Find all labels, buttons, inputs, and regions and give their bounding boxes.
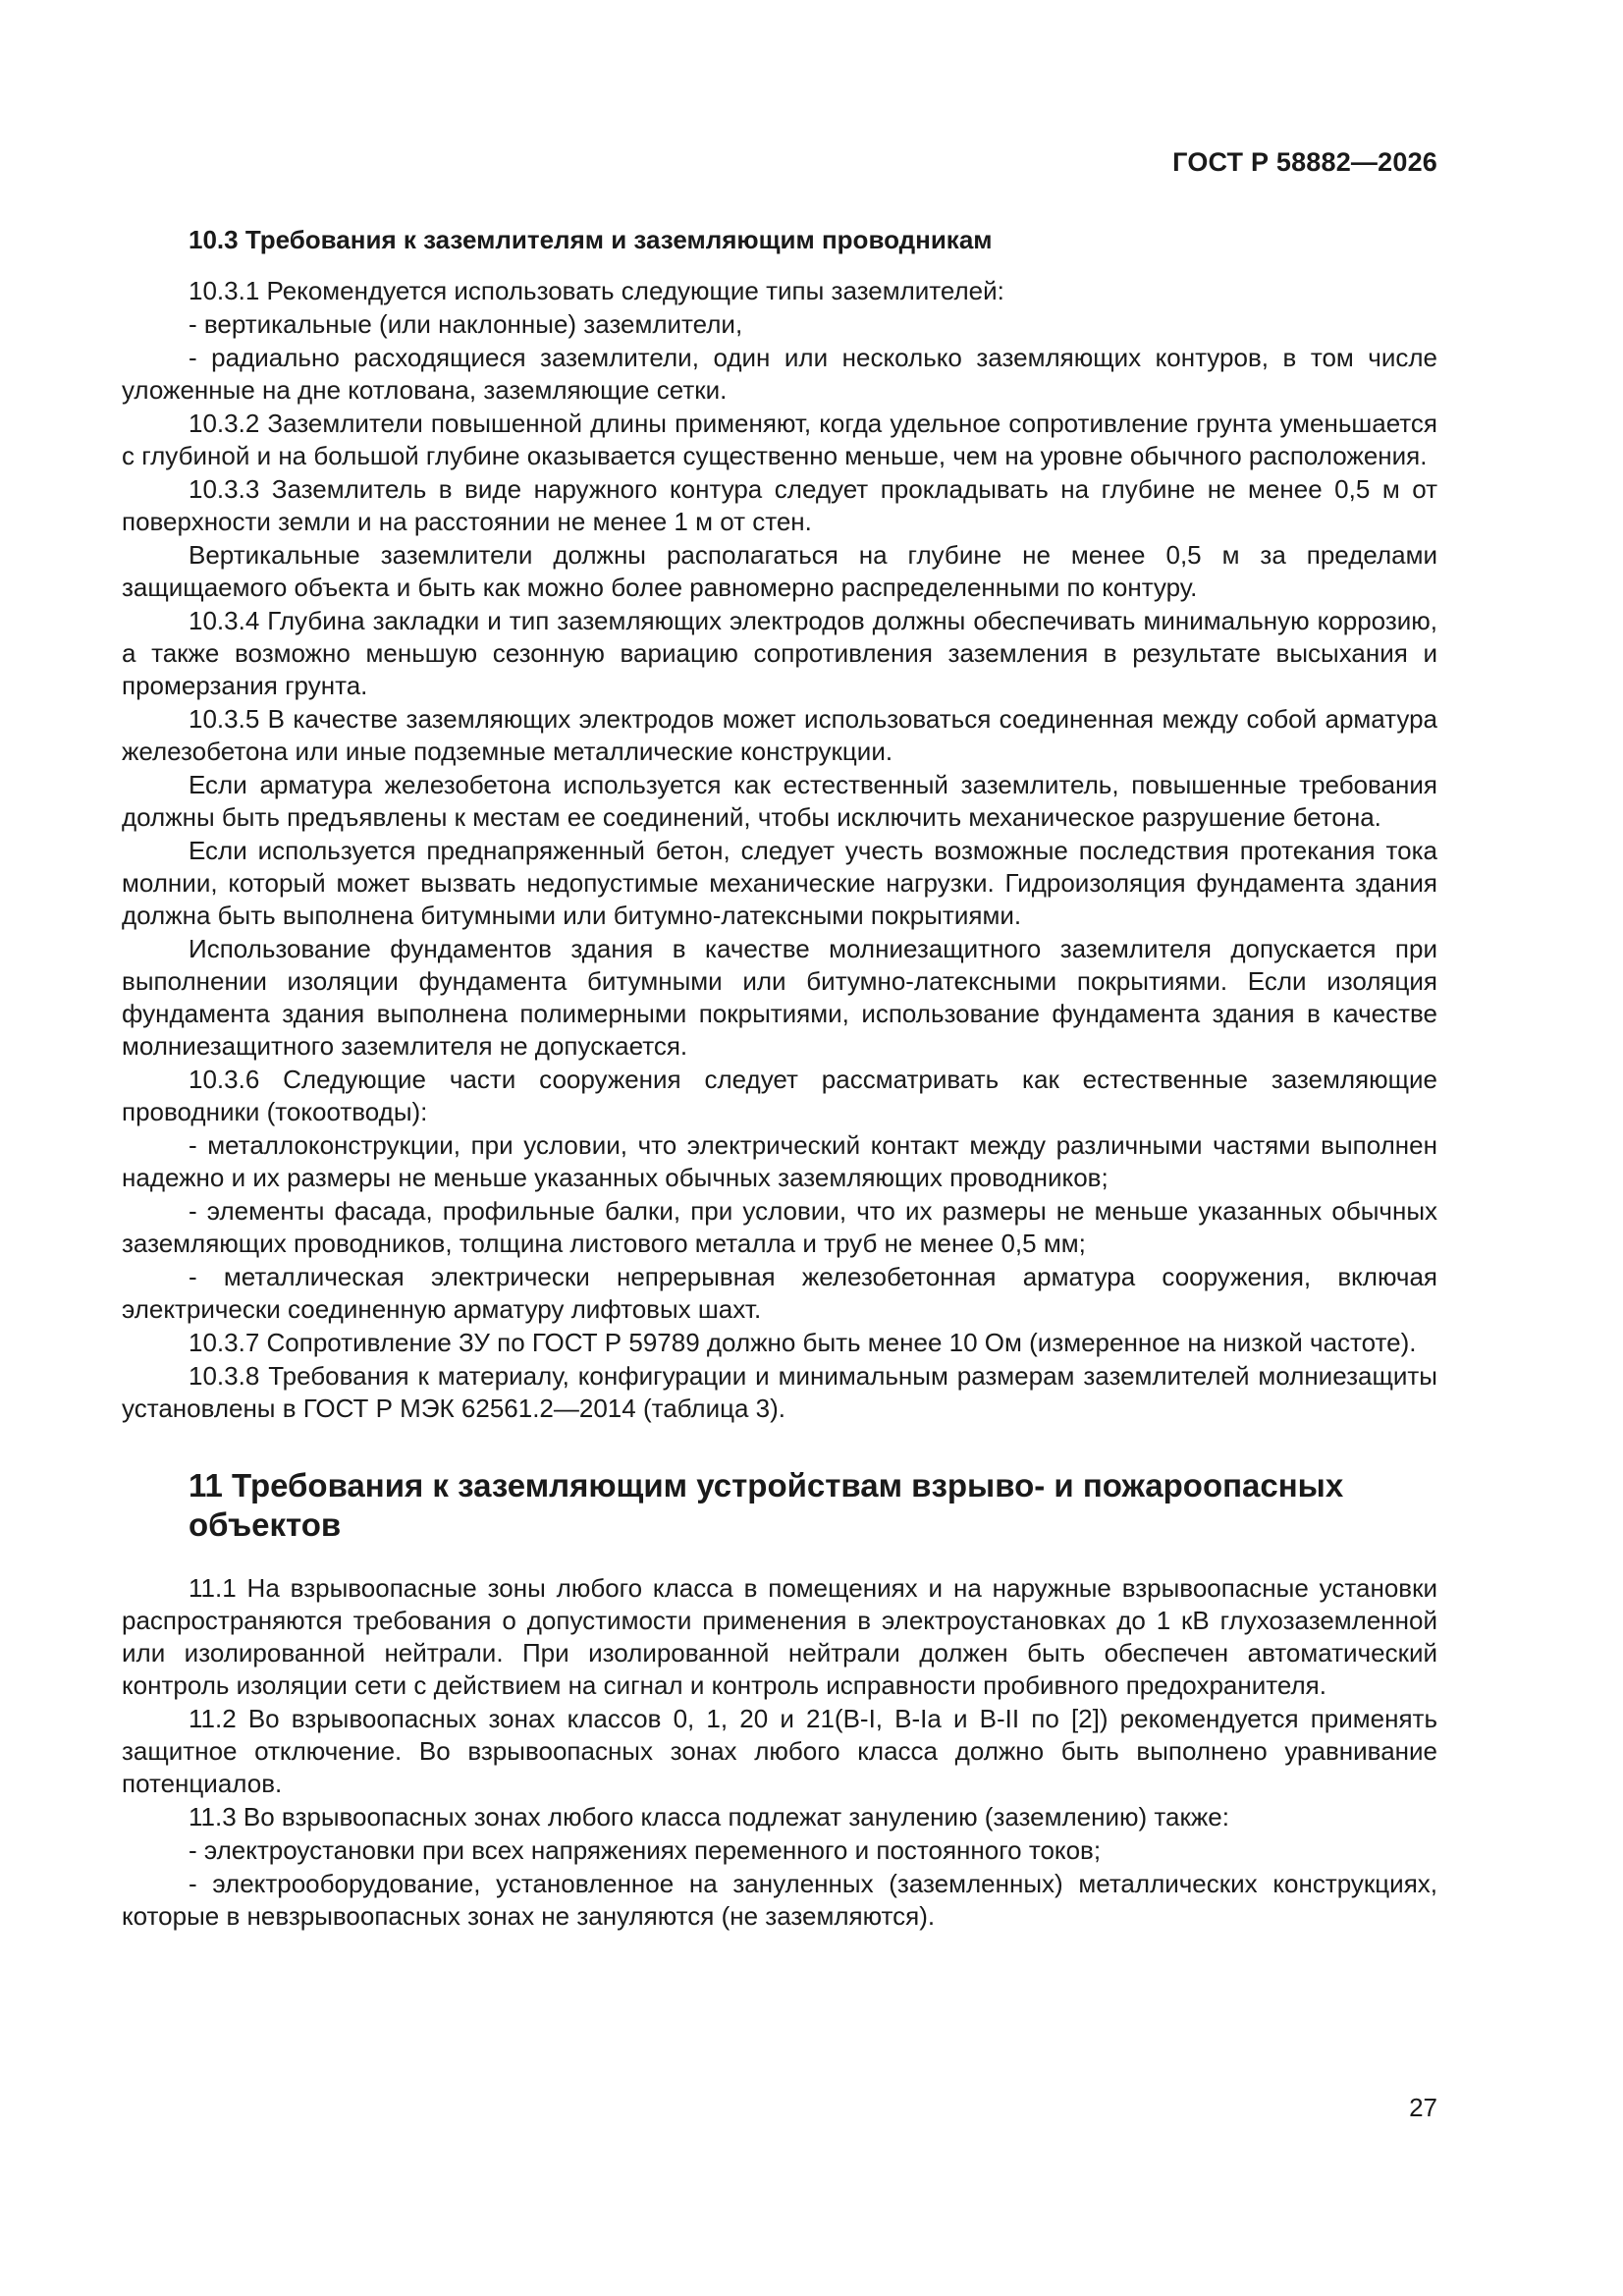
subsection-title: 10.3 Требования к заземлителям и заземляющим проводникам: [189, 225, 993, 254]
list-item: - металлоконструкции, при условии, что электрический контакт между различными частями выполнен надежно и их размеры не меньше указанных обычных заземляющих проводников;: [122, 1130, 1437, 1192]
paragraph: 10.3.7 Сопротивление ЗУ по ГОСТ Р 59789 должно быть менее 10 Ом (измеренное на низкой частоте).: [189, 1328, 1417, 1357]
paragraph: 10.3.1 Рекомендуется использовать следующие типы заземлителей:: [189, 276, 1004, 305]
list-item: - элементы фасада, профильные балки, при условии, что их размеры не меньше указанных обычных заземляющих проводников, толщина листового металла и труб не менее 0,5 мм;: [122, 1196, 1437, 1258]
paragraph: Вертикальные заземлители должны располагаться на глубине не менее 0,5 м за пределами защищаемого объекта и быть как можно более равномерно распределенными по контуру.: [122, 540, 1437, 602]
paragraph: 10.3.8 Требования к материалу, конфигурации и минимальным размерам заземлителей молниезащиты установлены в ГОСТ Р МЭК 62561.2—2014 (таблица 3).: [122, 1361, 1437, 1423]
paragraph: 11.2 Во взрывоопасных зонах классов 0, 1, 20 и 21(В-I, В-Ia и В-II по [2]) рекомендуется применять защитное отключение. Во взрывоопасных зонах любого класса должно быть выполнено уравнивание потенциалов.: [122, 1704, 1437, 1798]
document-code: ГОСТ Р 58882—2026: [1172, 147, 1437, 177]
list-item: - электрооборудование, установленное на зануленных (заземленных) металлических конструкциях, которые в невзрывоопасных зонах не зануляются (не заземляются).: [122, 1869, 1437, 1931]
section-title: 11 Требования к заземляющим устройствам взрыво- и пожароопасных объектов: [189, 1467, 1344, 1543]
paragraph: 10.3.3 Заземлитель в виде наружного контура следует прокладывать на глубине не менее 0,5 м от поверхности земли и на расстоянии не менее 1 м от стен.: [122, 474, 1437, 536]
paragraph: Если арматура железобетона используется как естественный заземлитель, повышенные требования должны быть предъявлены к местам ее соединений, чтобы исключить механическое разрушение бетона.: [122, 770, 1437, 832]
paragraph: 10.3.4 Глубина закладки и тип заземляющих электродов должны обеспечивать минимальную коррозию, а также возможно меньшую сезонную вариацию сопротивления заземления в результате высыхания и промерзания грунта.: [122, 606, 1437, 700]
list-item: - вертикальные (или наклонные) заземлители,: [189, 309, 743, 339]
paragraph: 10.3.2 Заземлители повышенной длины применяют, когда удельное сопротивление грунта уменьшается с глубиной и на большой глубине оказывается существенно меньше, чем на уровне обычного расположения.: [122, 409, 1437, 470]
paragraph: Если используется преднапряженный бетон, следует учесть возможные последствия протекания тока молнии, который может вызвать недопустимые механические нагрузки. Гидроизоляция фундамента здания должна быть выполнена битумными или битумно-латексными покрытиями.: [122, 836, 1437, 930]
page-content: [122, 224, 1437, 1934]
paragraph: 10.3.6 Следующие части сооружения следует рассматривать как естественные заземляющие проводники (токоотводы):: [122, 1065, 1437, 1126]
page-number: 27: [1409, 2093, 1437, 2122]
paragraph: 11.3 Во взрывоопасных зонах любого класса подлежат занулению (заземлению) также:: [189, 1802, 1229, 1831]
paragraph: 11.1 На взрывоопасные зоны любого класса в помещениях и на наружные взрывоопасные установки распространяются требования о допустимости применения в электроустановках до 1 кВ глухозаземленной или изолированной нейтрали. При изолированной нейтрали должен быть обеспечен автоматический контроль изоляции сети с действием на сигнал и контроль исправности пробивного предохранителя.: [122, 1573, 1437, 1700]
paragraph: Использование фундаментов здания в качестве молниезащитного заземлителя допускается при выполнении изоляции фундамента битумными или битумно-латексными покрытиями. Если изоляция фундамента здания выполнена полимерными покрытиями, использование фундамента здания в качестве молниезащитного заземлителя не допускается.: [122, 934, 1437, 1061]
list-item: - металлическая электрически непрерывная железобетонная арматура сооружения, включая электрически соединенную арматуру лифтовых шахт.: [122, 1262, 1437, 1324]
list-item: - радиально расходящиеся заземлители, один или несколько заземляющих контуров, в том числе уложенные на дне котлована, заземляющие сетки.: [122, 343, 1437, 405]
paragraph: 10.3.5 В качестве заземляющих электродов может использоваться соединенная между собой арматура железобетона или иные подземные металлические конструкции.: [122, 704, 1437, 766]
list-item: - электроустановки при всех напряжениях переменного и постоянного токов;: [189, 1835, 1102, 1865]
